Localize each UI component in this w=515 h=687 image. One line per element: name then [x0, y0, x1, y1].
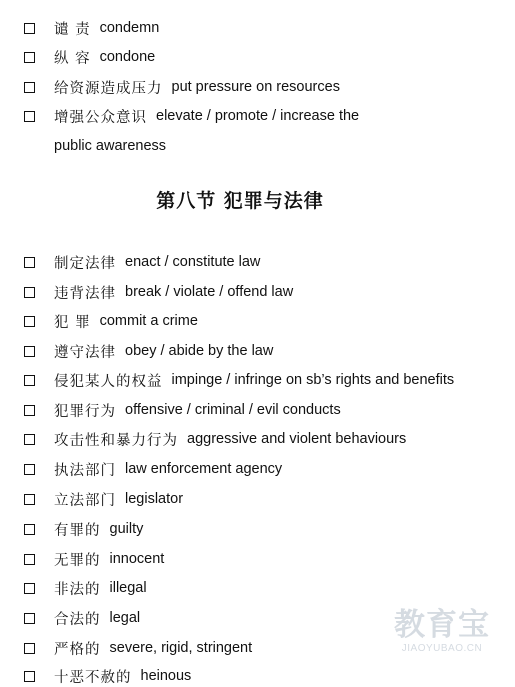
term-chinese: 给资源造成压力: [54, 80, 163, 97]
term-chinese: 非法的: [54, 581, 101, 598]
term-chinese: 犯 罪: [54, 314, 91, 331]
term-chinese: 遵守法律: [54, 344, 116, 361]
term-english: impinge / infringe on sb’s rights and benefits: [171, 372, 455, 388]
term-chinese: 攻击性和暴力行为: [54, 432, 178, 449]
term-english: condone: [99, 49, 156, 65]
section-heading: 第八节 犯罪与法律: [156, 190, 324, 212]
checkbox-icon: [24, 494, 35, 505]
term-english: enact / constitute law: [125, 254, 261, 270]
checkbox-icon: [24, 346, 35, 357]
checkbox-icon: [24, 257, 35, 268]
term-english: severe, rigid, stringent: [109, 640, 253, 656]
watermark-text-cn: 教育宝: [394, 607, 490, 643]
list-item: [24, 281, 293, 303]
watermark-text-en: JIAOYUBAO.CN: [401, 643, 483, 654]
term-english: guilty: [109, 521, 144, 537]
list-item: [24, 577, 147, 599]
term-english: obey / abide by the law: [125, 343, 274, 359]
list-item: [24, 607, 140, 629]
term-english-continuation: public awareness: [54, 138, 167, 154]
term-english: law enforcement agency: [125, 461, 283, 477]
term-english: elevate / promote / increase the: [156, 108, 360, 124]
list-item: [24, 548, 164, 570]
term-chinese: 制定法律: [54, 255, 116, 272]
term-chinese: 违背法律: [54, 285, 116, 302]
list-item: [24, 76, 340, 98]
term-english: commit a crime: [99, 313, 198, 329]
checkbox-icon: [24, 434, 35, 445]
term-english: break / violate / offend law: [125, 284, 294, 300]
term-english: condemn: [99, 20, 160, 36]
list-item: [24, 637, 252, 659]
term-chinese: 谴 责: [54, 21, 91, 38]
checkbox-icon: [24, 405, 35, 416]
term-chinese: 犯罪行为: [54, 403, 116, 420]
term-english: offensive / criminal / evil conducts: [125, 402, 341, 418]
term-chinese: 执法部门: [54, 462, 116, 479]
checkbox-icon: [24, 375, 35, 386]
term-english: legislator: [125, 491, 184, 507]
watermark-logo: [383, 607, 501, 655]
list-item: [24, 518, 143, 540]
list-item: [24, 105, 359, 127]
checkbox-icon: [24, 464, 35, 475]
term-english: illegal: [109, 580, 147, 596]
term-chinese: 立法部门: [54, 492, 116, 509]
term-english: put pressure on resources: [171, 79, 340, 95]
checkbox-icon: [24, 583, 35, 594]
checkbox-icon: [24, 23, 35, 34]
checkbox-icon: [24, 287, 35, 298]
list-item: [24, 399, 341, 421]
checkbox-icon: [24, 554, 35, 565]
list-item: [24, 488, 183, 510]
term-chinese: 增强公众意识: [54, 109, 147, 126]
term-english: innocent: [109, 551, 165, 567]
list-item: [24, 369, 454, 391]
term-chinese: 有罪的: [54, 522, 101, 539]
list-item: [24, 665, 191, 687]
term-english: heinous: [140, 668, 192, 684]
term-chinese: 十恶不赦的: [54, 669, 132, 686]
list-item: [24, 428, 406, 450]
term-chinese: 合法的: [54, 611, 101, 628]
list-item: [24, 251, 260, 273]
term-chinese: 侵犯某人的权益: [54, 373, 163, 390]
term-chinese: 纵 容: [54, 50, 91, 67]
list-item: [24, 310, 198, 332]
term-chinese: 无罪的: [54, 552, 101, 569]
checkbox-icon: [24, 643, 35, 654]
checkbox-icon: [24, 52, 35, 63]
checkbox-icon: [24, 671, 35, 682]
term-chinese: 严格的: [54, 641, 101, 658]
list-item: [24, 458, 282, 480]
list-item: [24, 46, 155, 68]
checkbox-icon: [24, 111, 35, 122]
term-english: aggressive and violent behaviours: [187, 431, 407, 447]
list-item: [24, 340, 273, 362]
checkbox-icon: [24, 316, 35, 327]
term-english: legal: [109, 610, 141, 626]
checkbox-icon: [24, 524, 35, 535]
list-item: [24, 17, 159, 39]
checkbox-icon: [24, 82, 35, 93]
checkbox-icon: [24, 613, 35, 624]
